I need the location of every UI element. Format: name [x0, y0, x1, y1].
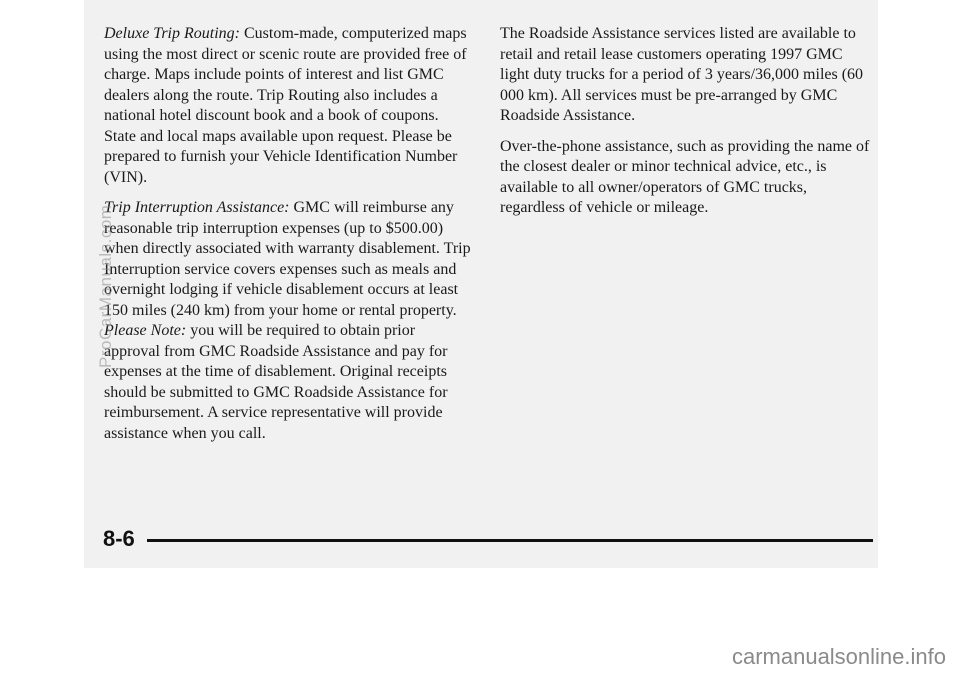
please-note-text: you will be required to obtain prior approval from GMC Roadside Assistance and pay for expenses at the time of disablement. Original receipts should be submitted to GMC Roadside Assistance for reimbursement. A service representative will provide assistance when you call. — [104, 322, 448, 442]
deluxe-trip-routing-paragraph — [104, 24, 474, 188]
right-column — [500, 24, 870, 229]
please-note-heading: Please Note: — [104, 322, 187, 339]
deluxe-trip-routing-heading: Deluxe Trip Routing: — [104, 25, 240, 42]
roadside-services-paragraph: The Roadside Assistance services listed are available to retail and retail lease customers operating 1997 GMC light duty trucks for a period of 3 years/36,000 miles (60 000 km). All services must be pre-arranged by GMC Roadside Assistance. — [500, 25, 864, 124]
phone-assistance-paragraph: Over-the-phone assistance, such as providing the name of the closest dealer or minor technical advice, etc., is available to all owner/operators of GMC trucks, regardless of vehicle or mileage. — [500, 137, 870, 216]
trip-interruption-text: GMC will reimburse any reasonable trip interruption expenses (up to $500.00) when directly associated with warranty disablement. Trip Interruption service covers expenses such as meals and overnight lodging if vehicle disablement occurs at least 150 miles (240 km) from your home or rental property. — [104, 199, 471, 319]
deluxe-trip-routing-text: Custom-made, computerized maps using the most direct or scenic route are provided free of charge. Maps include points of interest and list GMC dealers along the route. Trip Routing also includes a national hotel discount book and a book of coupons. State and local maps available upon request. Please be prepared to furnish your Vehicle Identification Number (VIN). — [104, 25, 467, 186]
trip-interruption-heading: Trip Interruption Assistance: — [104, 199, 290, 216]
page-footer — [103, 526, 873, 552]
side-watermark: ProCarManuals.com — [96, 204, 115, 368]
footer-rule — [147, 539, 873, 542]
left-column — [104, 24, 474, 454]
trip-interruption-paragraph — [104, 198, 474, 444]
bottom-watermark: carmanualsonline.info — [731, 644, 946, 669]
page-number: 8-6 — [103, 526, 135, 551]
